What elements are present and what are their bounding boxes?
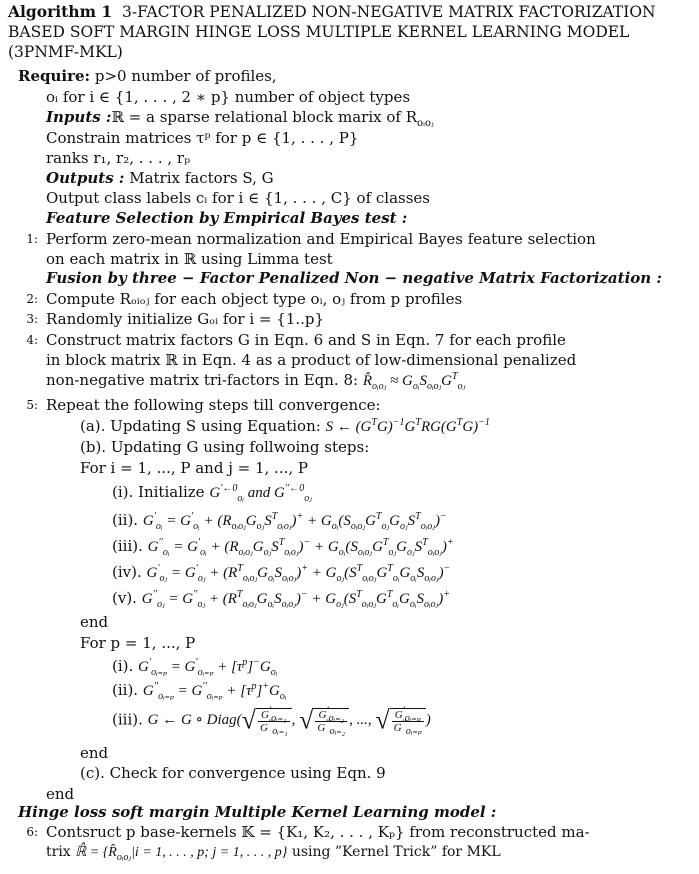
update-iv: [112, 562, 450, 583]
init-line: [112, 482, 312, 503]
ranks-line: ranks r₁, r₂, . . . , rₚ: [46, 149, 191, 167]
outputs-keyword: Outputs :: [46, 169, 125, 187]
section-fusion: Fusion by three − Factor Penalized Non − negative Matrix Factorization :: [46, 269, 662, 287]
step-number: 1:: [26, 232, 38, 246]
algorithm-title: [8, 2, 688, 62]
step-number: 2:: [26, 292, 38, 306]
update-iv-equation: $G'_{oⱼ} = G'_{oⱼ} + (R^T_{oᵢoⱼ}G_{oᵢ}S_{oᵢoⱼ})^+ + G_{oⱼ}(S^T_{oᵢoⱼ}G^T_{oᵢ}G_{oᵢ}S_{oᵢoⱼ})^-$: [146, 563, 451, 584]
step-1-line-b: on each matrix in ℝ using Limma test: [46, 250, 333, 268]
update-ii: [112, 510, 447, 531]
require-text: p>0 number of profiles,: [94, 67, 277, 85]
step-2-line: Compute Rₒᵢₒⱼ for each object type oᵢ, oⱼ from p profiles: [46, 290, 463, 308]
class-labels-line: Output class labels cᵢ for i ∈ {1, . . . , C} of classes: [46, 189, 430, 207]
update-iii-label: (iii).: [112, 537, 148, 555]
algorithm-label: Algorithm 1: [8, 2, 113, 21]
step-3-line: Randomly initialize Gₒᵢ for i = {1..p}: [46, 310, 325, 328]
end-for-1: end: [80, 613, 109, 631]
section-feature-selection: Feature Selection by Empirical Bayes test :: [46, 209, 408, 227]
object-types-line: oᵢ for i ∈ {1, . . . , 2 ∗ p} number of object types: [46, 88, 411, 106]
penalty-iii: [112, 705, 431, 738]
penalty-i-equation: $G'_{oᵢ_{=p}} = G'_{oᵢ_{=p}} + [\tau^p]^-G_{oᵢ}$: [138, 657, 278, 678]
end-for-2: end: [80, 744, 109, 762]
diag-equation: G ← G ∘ Diag(√ $\frac{G'_{oᵢ_{=1}}}{G''_{oᵢ_{=1}}}$ , √ $\frac{G'_{oᵢ_{=2}}}{G''_{oᵢ_{=2}}}$ , ..., √ $\frac{G'_{oᵢ_{=p}}}{G''_{oᵢ_{=p}}}$ ): [147, 705, 431, 738]
step-6-line-a: Contsruct p base-kernels 𝕂 = {K₁, K₂, . . . , Kₚ} from reconstructed ma-: [46, 823, 590, 841]
step-a-line: [80, 416, 490, 437]
update-ii-label: (ii).: [112, 511, 143, 529]
penalty-ii: [112, 680, 286, 701]
algorithm-title-text: 3-FACTOR PENALIZED NON-NEGATIVE MATRIX FACTORIZATION BASED SOFT MARGIN HINGE LOSS MULTIPLE KERNEL LEARNING MODEL (3PNMF-MKL): [8, 3, 656, 61]
update-ii-equation: $G'_{oᵢ} = G'_{oᵢ} + (R_{oᵢoⱼ}G_{oⱼ}S^T_{oᵢoⱼ})^+ + G_{oᵢ}(S_{oᵢoⱼ}G^T_{oⱼ}G_{oⱼ}S^T_{oᵢoⱼ})^-$: [142, 511, 447, 532]
section-hinge-loss: Hinge loss soft margin Multiple Kernel Learning model :: [18, 803, 497, 821]
step-4-line-a: Construct matrix factors G in Eqn. 6 and S in Eqn. 7 for each profile: [46, 331, 566, 349]
require-keyword: Require:: [18, 67, 91, 85]
step-number: 5:: [26, 398, 38, 412]
penalty-ii-label: (ii).: [112, 681, 143, 699]
inputs-keyword: Inputs :: [46, 108, 112, 126]
tri-factor-equation: $R̂_{oᵢoⱼ} \approx G_{oᵢ}S_{oᵢoⱼ}G^T_{oⱼ}$: [362, 371, 466, 392]
inputs-line: Inputs :ℝ = a sparse relational block marix of $R_{oᵢoⱼ}$: [46, 108, 434, 129]
outputs-line: [46, 168, 274, 188]
update-v-equation: $G''_{oⱼ} = G''_{oⱼ} + (R^T_{oᵢoⱼ}G_{oᵢ}S_{oᵢoⱼ})^- + G_{oⱼ}(S^T_{oᵢoⱼ}G^T_{oᵢ}G_{oᵢ}S_{oᵢoⱼ})^+$: [141, 589, 450, 610]
step-b-line: (b). Updating G using follwoing steps:: [80, 438, 370, 456]
step-number: 4:: [26, 333, 38, 347]
step-6-text: using ”Kernel Trick” for MKL: [291, 844, 501, 860]
inputs-text: ℝ = a sparse relational block marix of R: [111, 108, 417, 126]
step-c-line: (c). Check for convergence using Eqn. 9: [80, 764, 386, 782]
update-v: [112, 588, 450, 609]
init-equation: $G^{'\leftarrow 0}_{oᵢ}$ and $G^{''\leftarrow 0}_{oⱼ}$: [209, 483, 312, 504]
for-loop-1: For i = 1, ..., P and j = 1, ..., P: [80, 459, 308, 477]
penalty-ii-equation: $G''_{oᵢ_{=p}} = G''_{oᵢ_{=p}} + [\tau^p]^+G_{oᵢ}$: [142, 681, 287, 702]
update-iii-equation: $G''_{oᵢ} = G'_{oᵢ} + (R_{oᵢoⱼ}G_{oⱼ}S^T_{oᵢoⱼ})^- + G_{oᵢ}(S_{oᵢoⱼ}G^T_{oⱼ}G_{oⱼ}S^T_{oᵢoⱼ})^+$: [147, 537, 454, 558]
outputs-text: Matrix factors S, G: [129, 169, 274, 187]
step-4-line-c: [46, 370, 465, 391]
step-number: 3:: [26, 312, 38, 326]
update-v-label: (v).: [112, 589, 142, 607]
init-text: (i). Initialize: [112, 483, 210, 501]
update-iii: [112, 536, 454, 557]
penalty-iii-label: (iii).: [112, 710, 148, 729]
for-loop-2: For p = 1, ..., P: [80, 634, 196, 652]
step-number: 6:: [26, 825, 38, 839]
s-update-equation: S ← $(G^TG)^{-1}G^TRG(G^TG)^{-1}$: [325, 417, 490, 435]
require-line: [18, 66, 277, 86]
step-1-line-a: Perform zero-mean normalization and Empirical Bayes feature selection: [46, 230, 596, 248]
step-4-line-b: in block matrix ℝ in Eqn. 4 as a product of low-dimensional penalized: [46, 351, 577, 369]
update-iv-label: (iv).: [112, 563, 147, 581]
step-a-text: (a). Updating S using Equation:: [80, 417, 326, 435]
step-6-line-b: trix ℝ̂ = {$R̂_{oᵢoⱼ}|i = 1$, . . . , p; j = 1, . . . , p} using ”Kernel Trick” for MKL: [46, 844, 501, 863]
constrain-line: Constrain matrices τᵖ for p ∈ {1, . . . , P}: [46, 129, 359, 147]
reconstructed-matrix: ℝ̂ = {$R̂_{oᵢoⱼ}|i = 1$, . . . , p; j = 1, . . . , p}: [75, 845, 288, 863]
penalty-i: (i). $G'_{oᵢ_{=p}} = G'_{oᵢ_{=p}} + [\tau^p]^-G_{oᵢ}$: [112, 657, 278, 678]
step-4-text: non-negative matrix tri-factors in Eqn. 8:: [46, 371, 359, 389]
end-repeat: end: [46, 785, 75, 803]
step-5-line: Repeat the following steps till convergence:: [46, 396, 381, 414]
